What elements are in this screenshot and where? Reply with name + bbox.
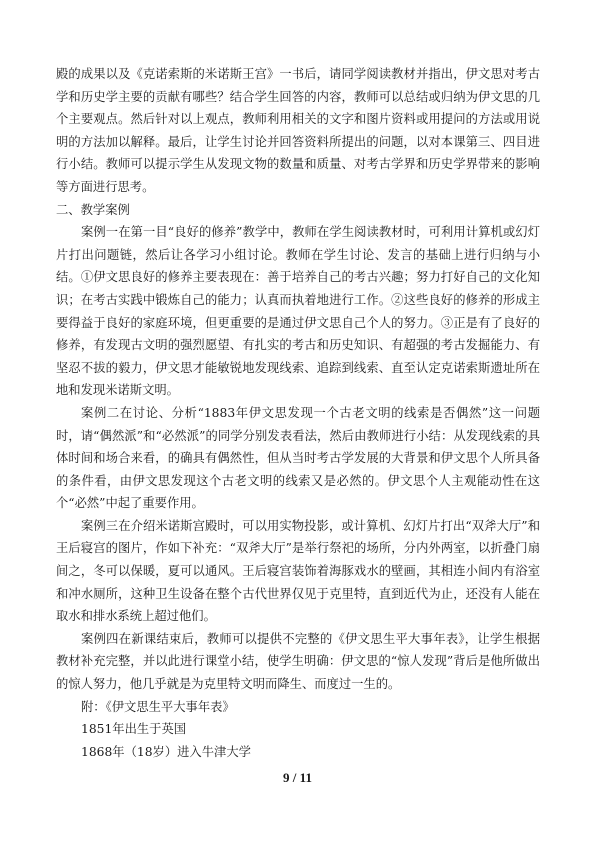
- case-four-paragraph: 案例四在新课结束后，教师可以提供不完整的《伊文思生平大事年表》，让学生根据教材补充完整，并以此进行课堂小结，使学生明确：伊文思的“惊人发现”背后是他所做出的惊人努力，他几乎就是为克里特文明而降生、而度过一生的。: [56, 631, 540, 692]
- case-three-paragraph: 案例三在介绍米诺斯宫殿时，可以用实物投影，或计算机、幻灯片打出“双斧大厅”和王后寝宫的图片，作如下补充：“双斧大厅”是举行祭祀的场所，分内外两室，以折叠门扇间之，冬可以保暖，夏可以通风。王后寝宫装饰着海豚戏水的壁画，其相连小间内有浴室和冲水厕所，这种卫生设备在整个古代世界仅见于克里特，直到近代为止，还没有人能在取水和排水系统上超过他们。: [56, 518, 540, 624]
- intro-paragraph: 殿的成果以及《克诺索斯的米诺斯王宫》一书后，请同学阅读教材并指出，伊文思对考古学和历史学主要的贡献有哪些？结合学生回答的内容，教师可以总结或归纳为伊文思的几个主要观点。然后针对以上观点，教师利用相关的文字和图片资料或用提问的方法或用说明的方法加以解释。最后，让学生讨论并回答资料所提出的问题，以对本课第三、四目进行小结。教师可以提示学生从发现文物的数量和质量、对考古学界和历史学界带来的影响等方面进行思考。: [56, 67, 540, 194]
- section-heading: 二、教学案例: [56, 202, 130, 217]
- case-two-paragraph: 案例二在讨论、分析“1883年伊文思发现一个古老文明的线索是否偶然”这一问题时，请“偶然派”和“必然派”的同学分别发表看法，然后由教师进行小结：从发现线索的具体时间和场合来看，的确具有偶然性，但从当时考古学发展的大背景和伊文思个人所具备的条件看，由伊文思发现这个古老文明的线索又是必然的。伊文思个人主观能动性在这个“必然”中起了重要作用。: [56, 405, 540, 511]
- document-page: [56, 63, 540, 763]
- page-number: 9 / 11: [283, 770, 312, 785]
- appendix-title: 附：《伊文思生平大事年表》: [81, 699, 235, 714]
- timeline-entry: 1851年出生于英国: [81, 722, 187, 737]
- case-one-paragraph: 案例一在第一目“良好的修养”教学中，教师在学生阅读教材时，可利用计算机或幻灯片打出问题链，然后让各学习小组讨论。教师在学生讨论、发言的基础上进行归纳与小结。①伊文思良好的修养主要表现在：善于培养自己的考古兴趣；努力打好自己的文化知识；在考古实践中锻炼自己的能力；认真而执着地进行工作。②这些良好的修养的形成主要得益于良好的家庭环境，但更重要的是通过伊文思自己个人的努力。③正是有了良好的修养，有发现古文明的强烈愿望、有扎实的考古和历史知识、有超强的考古发掘能力、有坚忍不拔的毅力，伊文思才能敏锐地发现线索、追踪到线索、直至认定克诺索斯遗址所在地和发现米诺斯文明。: [56, 225, 540, 398]
- timeline-entry: 1868年（18岁）进入牛津大学: [81, 744, 251, 759]
